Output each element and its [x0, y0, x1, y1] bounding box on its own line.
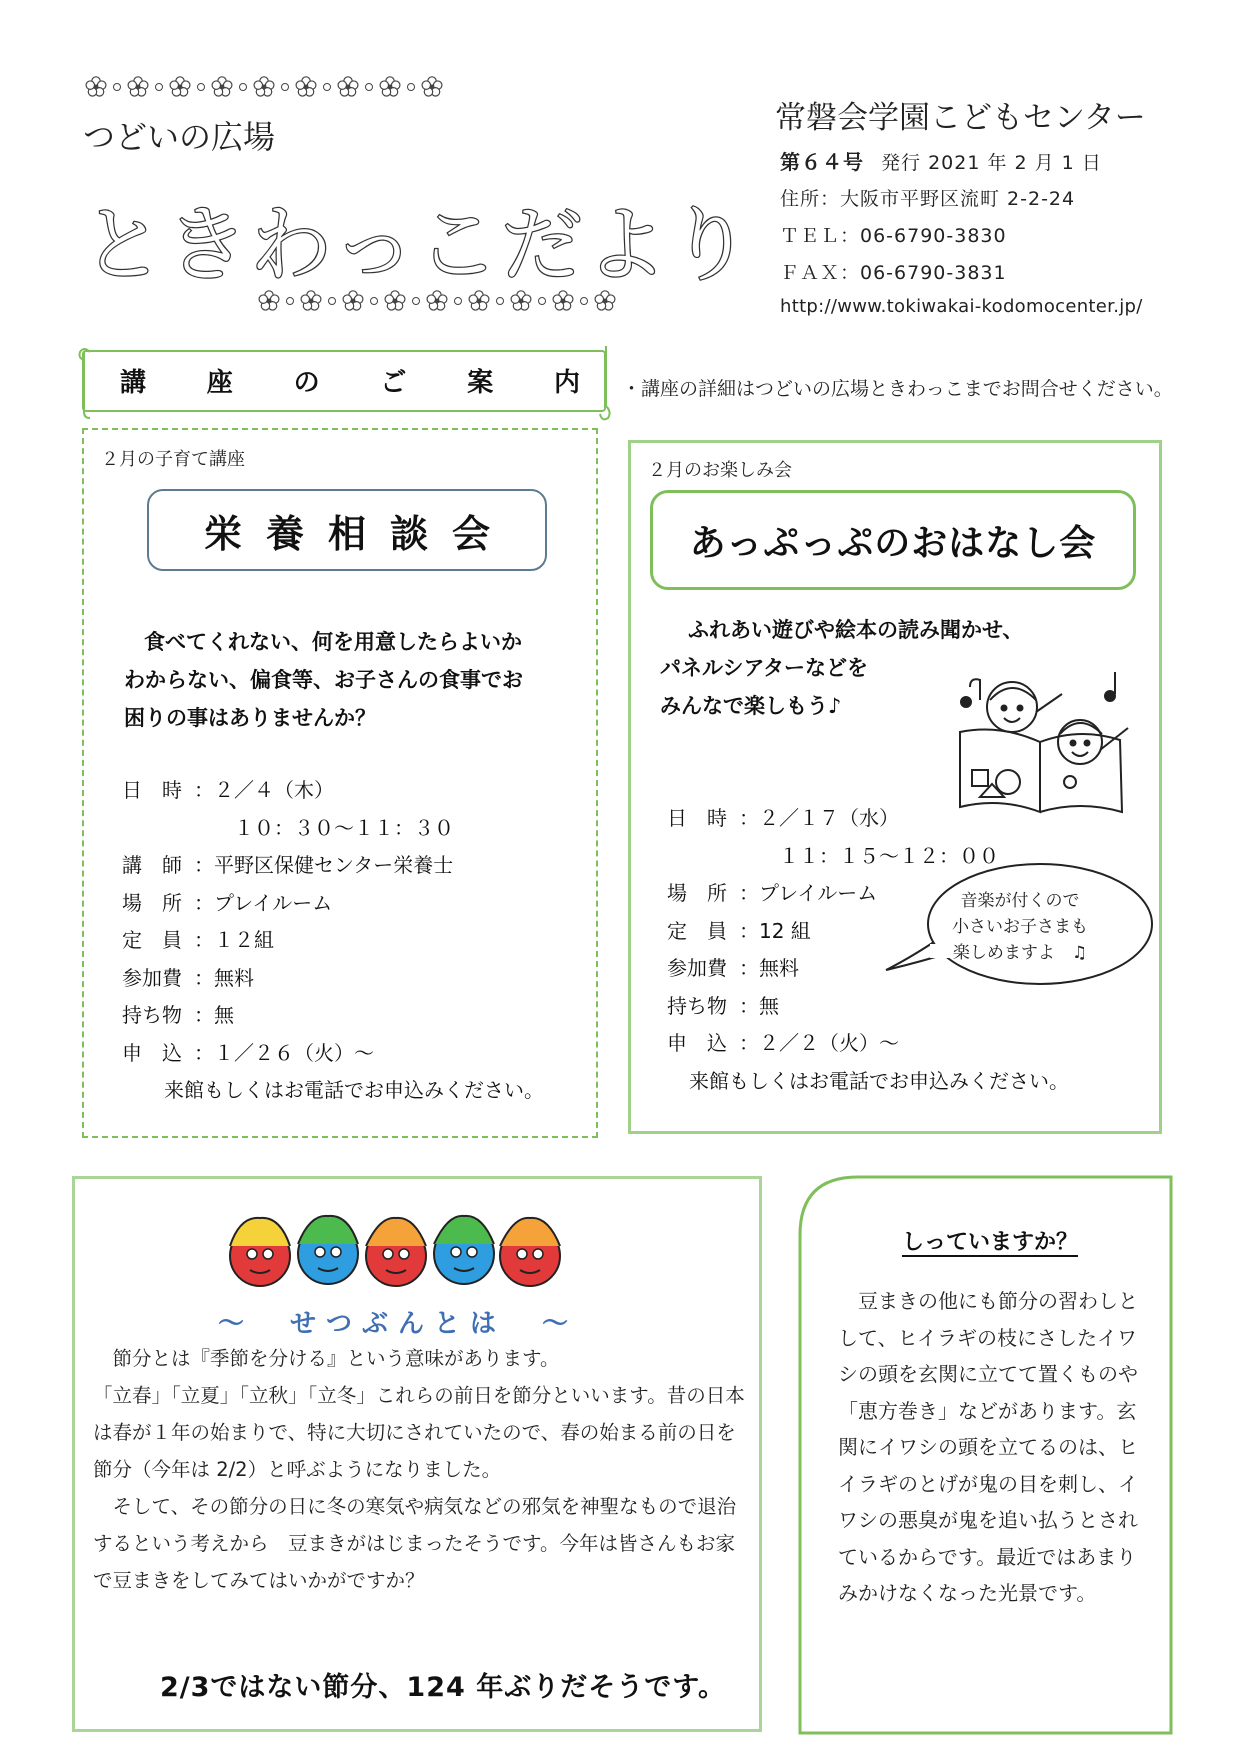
- detail-key: 申 込: [122, 1040, 182, 1065]
- address: 住所：大阪市平野区流町 2-2-24: [780, 188, 1076, 210]
- banner-char: 案: [467, 368, 494, 398]
- detail-key: 日 時: [122, 778, 182, 802]
- did-you-know-title: しっていますか？: [901, 1230, 1078, 1255]
- detail-key: 持ち物: [122, 1003, 182, 1027]
- flower-border-top: [85, 76, 443, 98]
- detail-value: 12 組: [759, 918, 811, 943]
- dot-icon: [239, 83, 247, 91]
- dot-icon: [365, 83, 373, 91]
- banner-char: ご: [380, 368, 407, 398]
- storytelling-event-title: あっぷっぷのおはなし会: [650, 490, 1136, 590]
- lead-line: ふれあい遊びや絵本の読み聞かせ、: [688, 618, 1024, 642]
- detail-row: 定 員 ： 12 組: [667, 913, 1069, 951]
- detail-key: 参加費: [122, 965, 182, 990]
- detail-value: ２／１７（水）: [759, 806, 899, 830]
- dot-icon: [580, 297, 588, 305]
- dot-icon: [412, 297, 420, 305]
- dot-icon: [286, 297, 294, 305]
- plum-blossom-icon: [295, 76, 317, 98]
- detail-key: 参加費: [667, 956, 727, 980]
- lead-line: パネルシアターなどを: [660, 656, 869, 680]
- plum-blossom-icon: [85, 76, 107, 98]
- dot-icon: [370, 297, 378, 305]
- detail-value: ２／４（木）: [214, 778, 334, 802]
- plum-blossom-icon: [379, 76, 401, 98]
- detail-value: 平野区保健センター栄養士: [214, 853, 454, 877]
- dot-icon: [328, 297, 336, 305]
- detail-footer: 来館もしくはお電話でお申込みください。: [689, 1068, 1069, 1093]
- detail-row: 場 所 ： プレイルーム: [667, 875, 1069, 913]
- issue-number: 第６４号: [780, 150, 864, 174]
- plum-blossom-icon: [211, 76, 233, 98]
- oni-illustration: [220, 1196, 570, 1296]
- website-link[interactable]: http://www.tokiwakai-kodomocenter.jp/: [780, 296, 1143, 317]
- detail-value: １／２６（火）～: [214, 1040, 374, 1065]
- childcare-lecture-lead: [124, 623, 523, 737]
- detail-value: 無料: [214, 965, 254, 990]
- dot-icon: [113, 83, 121, 91]
- detail-value: プレイルーム: [759, 881, 878, 905]
- detail-key: 持ち物: [667, 993, 727, 1018]
- detail-key: 定 員: [122, 928, 182, 952]
- detail-value: 無料: [759, 956, 799, 980]
- detail-row: 持ち物 ： 無: [122, 997, 544, 1035]
- lecture-banner-title: [120, 362, 580, 399]
- lead-line: みんなで楽しもう♪: [660, 694, 842, 718]
- detail-value: プレイルーム: [214, 890, 333, 915]
- detail-key: 日 時: [667, 806, 727, 830]
- detail-value: ２／２（火）～: [759, 1031, 899, 1055]
- detail-row: 日 時 ： ２／１７（水）: [667, 800, 1069, 838]
- childcare-lecture-details: [122, 772, 544, 1110]
- plum-blossom-icon: [337, 76, 359, 98]
- childcare-lecture-category: ２月の子育て講座: [101, 449, 245, 470]
- newsletter-title: ときわっこだより: [82, 198, 754, 293]
- detail-value: １２組: [214, 928, 274, 952]
- inquiry-note: ・講座の詳細はつどいの広場ときわっこまでお問合せください。: [622, 378, 1173, 400]
- detail-row: 申 込 ： ２／２（火）～: [667, 1025, 1069, 1063]
- detail-key: 申 込: [667, 1031, 727, 1055]
- detail-value: 無: [214, 1003, 234, 1027]
- dot-icon: [407, 83, 415, 91]
- speech-bubble-text: [910, 888, 1130, 966]
- banner-char: の: [293, 368, 320, 398]
- did-you-know-body: 豆まきの他にも節分の習わしとして、ヒイラギの枝にさしたイワシの頭を玄関に立てて置くものや「恵方巻き」などがあります。玄関にイワシの頭を立てるのは、ヒイラギのとげが鬼の目を刺し、イワシの悪臭が鬼を追い払うとされているからです。最近ではあまりみかけなくなった光景です。: [838, 1289, 1138, 1605]
- detail-footer: 来館もしくはお電話でお申込みください。: [164, 1078, 544, 1102]
- setsubun-paragraph: 節分とは『季節を分ける』という意味があります。: [93, 1347, 560, 1370]
- setsubun-footer: 2/3ではない節分、124 年ぶりだそうです。: [160, 1672, 727, 1703]
- tel: ＴＥＬ：06-6790-3830: [780, 225, 1007, 247]
- lead-line: わからない、偏食等、お子さんの食事でお: [124, 668, 523, 692]
- setsubun-paragraph: そして、その節分の日に冬の寒気や病気などの邪気を神聖なもので退治するという考えから 豆まきがはじまったそうです。今年は皆さんもお家で豆まきをしてみてはいかがですか？: [93, 1495, 737, 1592]
- detail-value: １１：１５～１２：００: [759, 843, 999, 868]
- issue-line: [780, 146, 1102, 175]
- setsubun-paragraph: 「立春」「立夏」「立秋」「立冬」これらの前日を節分といいます。昔の日本は春が１年の始まりで、特に大切にされていたので、春の始まる前の日を節分（今年は 2/2）と呼ぶようになりました。: [93, 1384, 745, 1481]
- plum-blossom-icon: [127, 76, 149, 98]
- detail-row: [122, 810, 544, 848]
- detail-row: 日 時 ： ２／４（木）: [122, 772, 544, 810]
- detail-row: 参加費 ： 無料: [667, 950, 1069, 988]
- detail-row: 場 所 ： プレイルーム: [122, 885, 544, 923]
- fax: ＦＡＸ：06-6790-3831: [780, 262, 1007, 284]
- lead-line: 困りの事はありませんか？: [124, 706, 376, 730]
- detail-key: 場 所: [122, 890, 182, 915]
- detail-row: 講 師 ： 平野区保健センター栄養士: [122, 847, 544, 885]
- bubble-line: 小さいお子さまも: [952, 917, 1088, 937]
- detail-value: １０：３０～１１：３０: [214, 815, 454, 840]
- issue-date: 発行 2021 年 2 月 1 日: [881, 152, 1102, 174]
- dot-icon: [155, 83, 163, 91]
- dot-icon: [538, 297, 546, 305]
- setsubun-body: [93, 1340, 745, 1599]
- dot-icon: [454, 297, 462, 305]
- dot-icon: [197, 83, 205, 91]
- detail-key: 場 所: [667, 881, 727, 905]
- newsletter-subtitle: つどいの広場: [83, 118, 276, 156]
- detail-row: 参加費 ： 無料: [122, 960, 544, 998]
- detail-key: 定 員: [667, 918, 727, 943]
- banner-char: 座: [206, 368, 233, 398]
- banner-char: 講: [120, 368, 147, 398]
- banner-char: 内: [553, 368, 580, 398]
- detail-value: 無: [759, 993, 779, 1018]
- bubble-line: 楽しめますよ ♫: [952, 943, 1088, 963]
- detail-row: 申 込 ： １／２６（火）～: [122, 1035, 544, 1073]
- fun-event-category: ２月のお楽しみ会: [648, 460, 792, 481]
- dot-icon: [323, 83, 331, 91]
- dot-icon: [496, 297, 504, 305]
- detail-row: 定 員 ： １２組: [122, 922, 544, 960]
- setsubun-title: ～ せつぶんとは ～: [217, 1309, 578, 1339]
- plum-blossom-icon: [169, 76, 191, 98]
- detail-key: 講 師: [122, 853, 182, 877]
- plum-blossom-icon: [421, 76, 443, 98]
- organization-name: 常磐会学園こどもセンター: [775, 100, 1146, 136]
- detail-row: 持ち物 ： 無: [667, 988, 1069, 1026]
- bubble-line: 音楽が付くので: [960, 891, 1080, 911]
- nutrition-consultation-title: 栄養相談会: [147, 489, 547, 571]
- plum-blossom-icon: [253, 76, 275, 98]
- dot-icon: [281, 83, 289, 91]
- lead-line: 食べてくれない、何を用意したらよいか: [144, 630, 522, 654]
